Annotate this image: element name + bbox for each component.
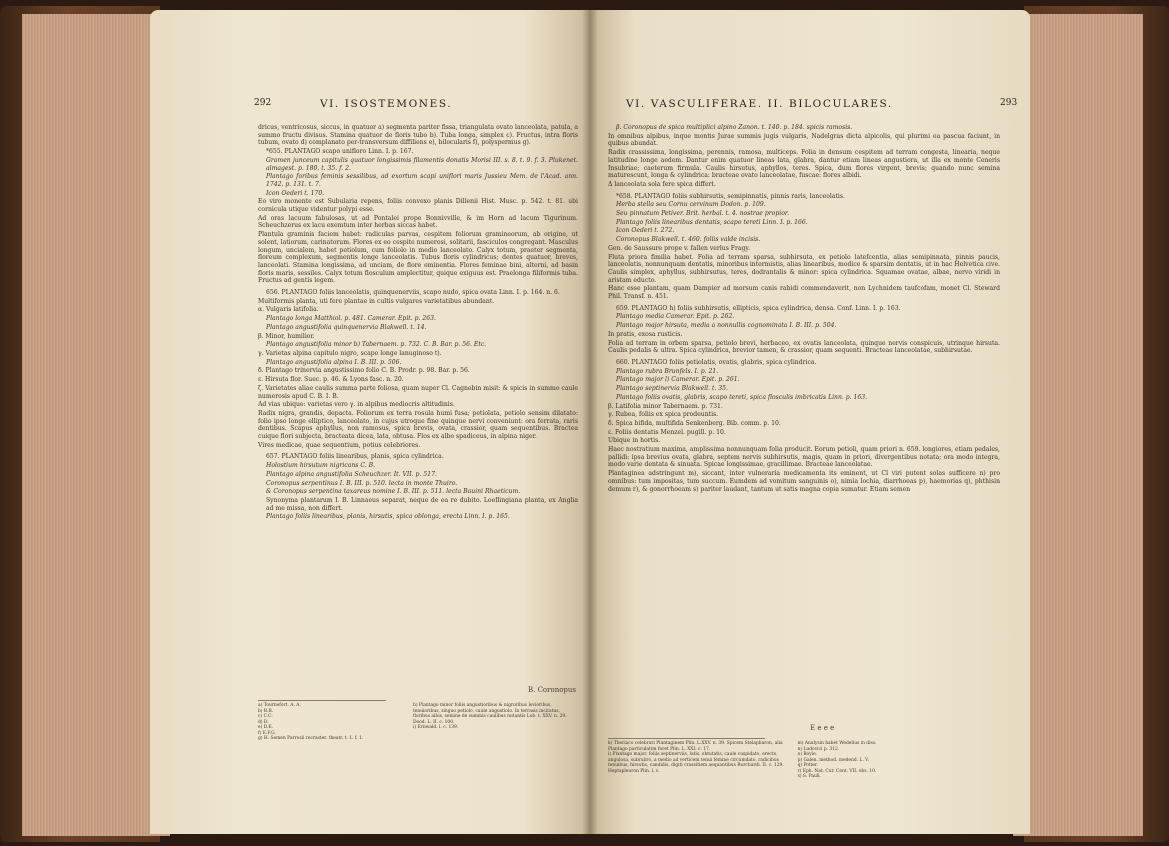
text-line: Hanc esse plantam, quam Dampier ad morsum canis rabidi commendaverit, non Lychnidem taufcofam, monet Cl. Steward Phil. Transf. n. 451. bbox=[608, 285, 1000, 301]
page-number: 292 bbox=[254, 98, 272, 108]
footnote: p) Galen. method. medend. L. V. bbox=[797, 757, 869, 763]
right-page-body bbox=[608, 124, 1000, 494]
variety-line: γ. Rubea, foliis ex spica prodeuntis. bbox=[608, 411, 719, 419]
entry-heading: 656. PLANTAGO foliis lanceolatis, quinquenerviis, scapo nudo, spica ovata Linn. I. p. 164. n. 6. bbox=[266, 289, 560, 297]
text-line: dricus, ventricosus, siccus, in quatuor a) segmenta pariter fissa, triangulata ovato lanceolata, patula, a summo fructu divisus. Stamina quatuor de floris tubo b). Tuba longa, simplex c). Fructus, intra floris tubum, ovato d) complanato per-transversum diffiliens e), bilocularis f), polyspermus g). bbox=[258, 124, 578, 147]
footnote: i) Ernwald. l. c. 139. bbox=[413, 725, 459, 730]
synonym-line: β. Coronopus de spica multiplici alpino Zanon. t. 140. p. 184. spicis ramosis. bbox=[616, 124, 853, 131]
footnote: r) Eph. Nat. Cur. Cent. VII. obs. 10. bbox=[797, 768, 877, 774]
footnote: m) Analysin habet Wedelius in diss. bbox=[797, 741, 877, 746]
variety-line: β. Minor, humilior. bbox=[258, 332, 315, 340]
footnote: n) Ludovici p. 312. bbox=[797, 746, 840, 752]
entry-heading: *655. PLANTAGO scapo unifloro Linn. I. p. 167. bbox=[266, 148, 414, 156]
left-page-header bbox=[150, 98, 590, 118]
footnote: h) Plantago minor foliis angustioribus & nigroribus levioribus, tenuioribus, singuo petiolo, caule angustiolo. In terrasis incitatus, floribus albis, semine de summis caulibus nutantis Lob. t. XXV. n. 29. Dood. L. II. c. 100. bbox=[413, 703, 567, 725]
synonym-line: Plantago alpina angustifolia Scheuchzer. It. VII. p. 517. bbox=[266, 470, 437, 478]
footnote: g) H. Semen Parrosii recraster. theatr. t. 1. f. 1. bbox=[258, 736, 364, 741]
footnote: k) Theriaco celebrari Plantaginem Plin. L.XXV. n. 39. Spicem Stelapharon, alia Plantago particulatim furet Plin. L. XXI. c. 17. bbox=[608, 741, 783, 752]
synonym-line: Icon Oederi t. 272. bbox=[616, 227, 675, 235]
running-head: VI. VASCULIFERAE. II. BILOCULARES. bbox=[626, 98, 893, 110]
book-gutter bbox=[582, 10, 598, 834]
text-line: Plantula graminis faciem habet: radiculas parvas, cespitem foliorum gramineorum, ab origine, ut solent, latiorum, carinatorum. Flores ex eo cespite numerosi, solitarii, fasciculos congregant. Masculus longum, uncialem, habet petiolum, cum foliolo in medio lanceolato. Calyx totum, praeter segmenta, floreum complexum, segmentis longe lanceolatis. Tubus floris cylindricus; dentes quatuor, breves, lanceolati. Stamina longissima, ad unciam, de flore eminentia. Flores feminae bini, alterni, ad basin floris maris, sessiles. Calyx totum flosculum amplectitur, quique exiguus est. Praelonga filiformis tuba. Fructus ad gentis legem. bbox=[258, 231, 578, 285]
text-line: Ubique in hortis. bbox=[608, 437, 661, 445]
footnotes-column-left bbox=[258, 703, 412, 742]
right-page bbox=[590, 10, 1030, 834]
entry-heading: 660. PLANTAGO foliis petiolatis, ovatis, glabris, spica cylindrica. bbox=[616, 358, 817, 366]
text-line: Ad oras lacuum fabulosas, ut ad Pontalei prope Bonnivville, & im Horn ad lacum Tigurinum. Scheuchzerus ex lacu exemtum inter herbas siccas habet. bbox=[258, 214, 578, 230]
synonym-line: Coronopus Blakwell. t. 460. foliis valde incisis. bbox=[616, 236, 761, 244]
synonym-line: Plantago angustifolia alpina I. B. III. p. 506. bbox=[266, 358, 402, 366]
variety-line: α. Vulgaris latifolia. bbox=[258, 306, 319, 314]
page-number: 293 bbox=[1000, 98, 1018, 108]
synonym-line: Plantago foribus feminis sessilibus, ad exortum scapi uniflori maris Jussieu Mem. de l'Acad. ann. 1742. p. 131. t. 7. bbox=[266, 173, 578, 188]
synonym-line: Icon Oederi t. 170. bbox=[266, 189, 325, 197]
synonym-line: Holostium hirsutum nigricans C. B. bbox=[266, 462, 376, 470]
footnote: f) E.F.G. bbox=[258, 730, 276, 736]
synonym-line: Herba stella seu Cornu cervinum Dodon. p. 109. bbox=[616, 201, 766, 209]
text-line: Gen. de Saussure prope v. fallen verlus Fragy. bbox=[608, 244, 751, 252]
synonym-line: Plantago angustifolia minor b) Tabernaem. p. 732. C. B. Bar. p. 56. Etc. bbox=[266, 341, 487, 349]
footnote: a) Tournefort. A. A. bbox=[258, 703, 301, 708]
text-line: Haec nostratium maxima, amplissima nonnunquam folia producit. Eorum petioli, quam priori n. 659. longiores, etiam pedales, pallidi: ipsa brevius ovata, glabra, septem nervis subhirsutis, magis, quam in priori, divergentibus notata; ora modo integra, modo varie dentata & sinuata. Spicae longissimae, gracillimae. Bracteae lanceolatae. bbox=[608, 446, 1000, 469]
footnotes-column-right bbox=[798, 741, 986, 780]
footnote: b) B.B. bbox=[258, 708, 274, 714]
footnote: o) Boyle. bbox=[797, 752, 818, 757]
variety-line: β. Latifolia minor Tabernaem. p. 731. bbox=[608, 402, 723, 410]
variety-line: ζ. Varietates aliae caulis summa parte foliosa, quam nuper Cl. Cagnebin misit: & spicis in summo caule numerosis apud C. B. I. B. bbox=[258, 384, 578, 400]
synonym-line: Seu pinnatum Petiver. Brit. herbal. t. 4. nostrae propior. bbox=[616, 210, 790, 218]
text-line: Δ lanceolata sola fere spica differt. bbox=[608, 180, 716, 188]
left-page bbox=[150, 10, 590, 834]
footnote: l) Plantago major, foliis septinerviis, latis, obtutatis, caule cuspidato, erecto, angulosa, subrubro, a medio ad verticem tenui femine circumdato, radicibus tenuibus, hirsutis, candidis, digiti crassitiem aequantibus Burchardi. II. c. 129. Heptapleuron Plin. l. c. bbox=[608, 752, 784, 774]
right-page-footnotes bbox=[608, 736, 1000, 780]
synonym-line: Coronopus serpentinus I. B. III. p. 510. lecta in monte Thuiro. bbox=[266, 479, 458, 487]
entry-heading: 657. PLANTAGO foliis linearibus, planis, spica cylindrica. bbox=[266, 453, 444, 461]
synonym-line: Plantago major hirsuta, media a nonnullis cognominata I. B. III. p. 504. bbox=[616, 322, 837, 330]
text-line: Ad vias ubique: varietas vero γ. in alpibus mediocris altitudinis. bbox=[258, 401, 455, 409]
synonym-line: Plantago foliis ovatis, glabris, scapo tereti, spica flosculis imbricatis Linn. p. 163. bbox=[616, 393, 868, 401]
footnote: q) Potter. bbox=[797, 763, 819, 768]
text-line: Folia ad terram in orbem sparsa, petiolo brevi, herbaceo, ex ovatis lanceolata, quinque nervis conspicuis, utrinque hirsuta. Caulis pedalis & ultra. Spica cylindrica, brevior tamen, & crassior, quam sequenti. Bracteae lanceolatae, subhirsutae. bbox=[608, 339, 1000, 355]
synonym-line: Plantago foliis linearibus dentatis, scapo tereti Linn. I. p. 166. bbox=[616, 218, 808, 226]
variety-line: δ. Plantago trinervia angustissimo folio C. B. Prodr. p. 98. Bar. p. 56. bbox=[258, 367, 470, 375]
footnote: s) S. Pauli. bbox=[797, 774, 821, 779]
footnote: c) C.C. bbox=[258, 714, 273, 719]
catchword: B. Coronopus bbox=[527, 686, 576, 694]
page-edges-right bbox=[1013, 14, 1143, 836]
text-line: Radix nigra, grandis, depacta. Foliorum ex terra rosula humi fusa; petiolata, petiolo sensim dilatato: folio ipso longe elliptico, lanceolato, in cujus utroque fine quinque nervi conveniunt: ora ferrata, raris dentibus. Scapus aphyllus, non ramosus, spica brevis, ovata, crassior, quam sequentibus. Bractea cuique flori subjecta, bracteata dicea, lata, obtusa. Flos ex albo spadiceus, in alpina niger. bbox=[258, 409, 578, 441]
entry-heading: *658. PLANTAGO foliis subhirsutis, semipinnatis, pinnis raris, lanceolatis. bbox=[616, 192, 845, 200]
footnotes-column-left bbox=[608, 741, 796, 774]
text-line: Plantaginea adstringunt m), siccant, inter vulneraria medicamenta its eminent, ut Cl viri putent solas sufficere n) pro omnibus: tum impositas, tum succum. Eumdem ad vomitum sanguinis o), nimia lochia, diarrhoeas p), haemorias q), phthisin demum r), & gonorrhoeam s) pariter laudant, tantum ut satis magna copia sumatur. Etiam semen bbox=[608, 470, 1000, 493]
text-line: In omnibus alpibus, inque montis Jurae summis jugis vulgaris, Nadelgras dicta alpicolis, qui plurimi ea pascua faciunt, in quibus abundat. bbox=[608, 132, 1000, 148]
running-head: VI. ISOSTEMONES. bbox=[320, 98, 453, 110]
variety-line: γ. Varietas alpina capitulo nigro, scapo longe lanuginoso t). bbox=[258, 349, 442, 357]
footnotes-column-right bbox=[413, 703, 567, 731]
entry-heading: 659. PLANTAGO h) foliis subhirsutis, ellipticis, spica cylindrica, densa. Conf. Linn. I. p. 163. bbox=[616, 304, 901, 312]
text-line: Radix crassissima, longissima, perennis, ramosa, multiceps. Folia in densum cespitem ad terram congesta, linearia, neque latitudine longe aedem. Dantur enim quatuor lineas lata, glabra, dantur etiam lineas angustiora, ut illa ex monte Ceneris Insubriae; caeterum firmula. Caulis hirsutus, aphyllos, teres. Spica, dum flores virgent, brevis; quando nunc semina maturescunt, longa & cylindrica: bracteae ovato lanceolatae, fuscae: flores albidi. bbox=[608, 149, 1000, 180]
synonym-line: Plantago foliis linearibus, planis, hirsutis, spica oblonga, erecta Linn. I. p. 165. bbox=[266, 513, 510, 521]
left-page-body bbox=[258, 124, 578, 522]
variety-line: δ. Spica bifida, multifida Senkenberg. Bib. comm. p. 10. bbox=[608, 419, 781, 427]
synonym-line: & Coronopus serpentina taxareus nomine I. B. III. p. 511. lecta Bauini Rhaeticum. bbox=[266, 488, 521, 496]
synonym-line: Plantago longa Matthiol. p. 481. Camerar. Epit. p. 263. bbox=[266, 315, 436, 323]
synonym-line: Plantago septinervia Blakwell. t. 35. bbox=[616, 385, 728, 393]
footnote: e) D.E. bbox=[258, 725, 274, 730]
text-line: Multiformis planta, uti fere plantae in cultis vulgares varietatibus abundant. bbox=[258, 297, 495, 305]
synonym-line: Plantago angustifolia quinquenervia Blakwell. t. 14. bbox=[266, 323, 427, 331]
synonym-line: Plantago rubra Brunfels. I. p. 21. bbox=[616, 367, 719, 375]
synonym-line: Plantago media Camerar. Epit. p. 262. bbox=[616, 313, 735, 321]
right-page-header bbox=[590, 98, 1030, 118]
page-edges-left bbox=[22, 14, 170, 836]
variety-line: ε. Foliis dentatis Menzel. pugill. p. 10. bbox=[608, 428, 726, 436]
text-line: Synonyma plantarum I. B. Linnaeus separat, neque de ea re dubito. Loeflingiana planta, ex Anglia ad me missa, non differt. bbox=[266, 496, 578, 512]
text-line: In pratis, exosa rusticis. bbox=[608, 330, 683, 338]
left-page-footnotes bbox=[258, 698, 578, 742]
synonym-line: Gramen junceum capitulis quatuor longissimis filamentis donatis Morisi III. s. 8. t. 9. f. 3. Plukenet. almagest. p. 180. t. 35. f. 2. bbox=[266, 156, 578, 172]
signature-mark: E e e e bbox=[810, 724, 835, 732]
text-line: Fluta priora fimilia habet. Folia ad terram sparsa, subhirsuta, ex petiolo latefcentia, alias semipinnata, pinnis paucis, lanceolatis, nonnunquam dentatis, minoribus intermistis, alias linearibus, modice & sparsim dentatis, ut in hac Helvetica cive. Caulis simplex, aphyllus, subhirsutus, teres, dodrantalis & minor: spica cylindrica. Squamae ovatae, albae, nervo viridi in aristam educto. bbox=[608, 253, 1000, 284]
synonym-line: Plantago major l) Camerar. Epit. p. 261. bbox=[616, 376, 740, 384]
variety-line: ε. Hirsuta flor. Suec. p. 46. & Lyons fasc. n. 20. bbox=[258, 376, 404, 384]
text-line: Vires medicae, quae sequentium, potius celebriores. bbox=[258, 441, 421, 449]
footnote: d) D. bbox=[258, 719, 269, 725]
text-line: Eo viro monente est Subularia repens, foliis convexo planis Dillenii Hist. Musc. p. 542. t. 81. ubi cornicula utique videntur polypi esse. bbox=[258, 198, 578, 214]
